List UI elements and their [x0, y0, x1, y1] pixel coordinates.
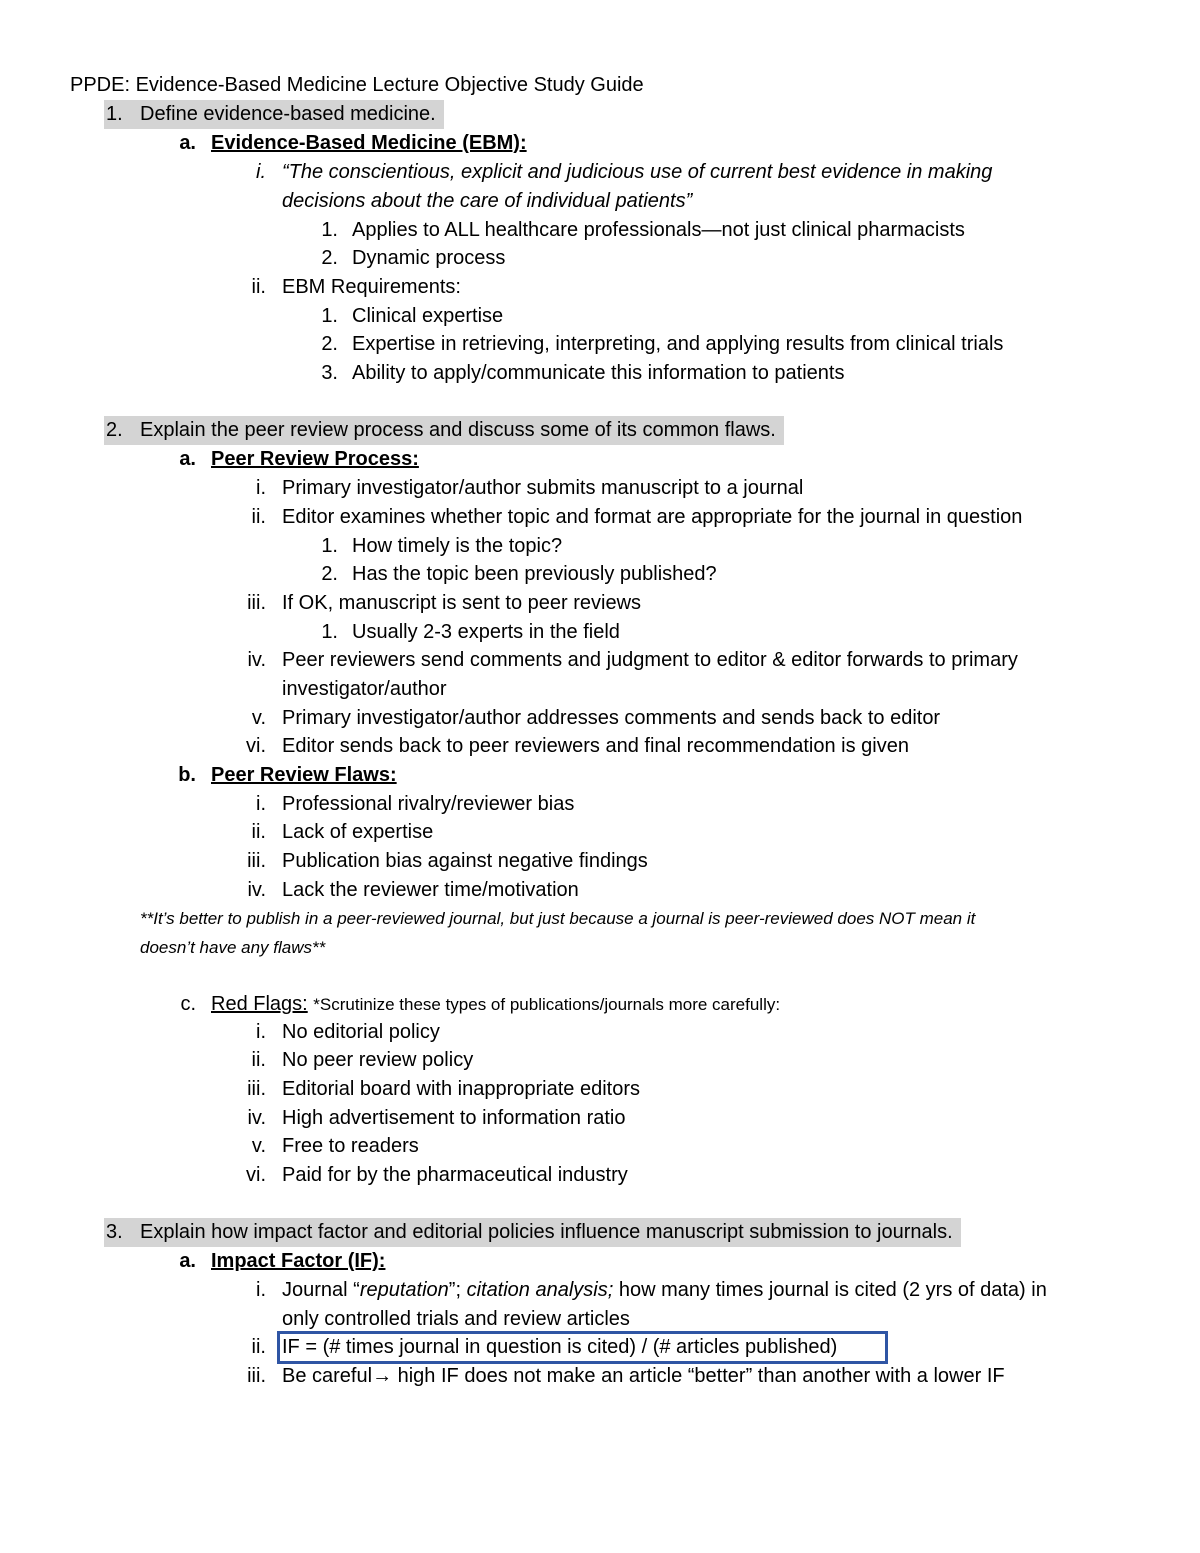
s2-c-item-6-marker: vi. — [246, 1164, 266, 1186]
s3-iii-post: high IF does not make an article “better” than another with a lower IF — [392, 1365, 1005, 1387]
s2-c-item-1-text: No editorial policy — [282, 1021, 440, 1043]
s2-a-item-6-marker: 1. — [321, 621, 338, 643]
s1-ii-text: EBM Requirements: — [282, 276, 461, 298]
s3-i-citation-analysis: citation analysis; — [466, 1279, 614, 1301]
page-title: PPDE: Evidence-Based Medicine Lecture Objective Study Guide — [70, 74, 644, 96]
peer-review-note-line-1: **It’s better to publish in a peer-reviewed journal, but just because a journal is peer-reviewed does NOT mean it — [140, 909, 976, 928]
s2-b-item-1-text: Professional rivalry/reviewer bias — [282, 793, 575, 815]
s1-i-sub-2-marker: 2. — [321, 247, 338, 269]
s1-a-marker: a. — [179, 132, 196, 154]
impact-factor-formula: IF = (# times journal in question is cited) / (# articles published) — [282, 1336, 838, 1358]
red-flags-note: *Scrutinize these types of publications/journals more carefully: — [313, 995, 781, 1014]
s2-a-item-8-marker: v. — [251, 707, 266, 729]
s2-a-item-5-text: If OK, manuscript is sent to peer reviews — [282, 592, 642, 614]
s2-a-item-9-text: Editor sends back to peer reviewers and final recommendation is given — [282, 735, 909, 757]
ebm-definition-line-2: decisions about the care of individual patients” — [282, 190, 693, 212]
s2-b-label: Peer Review Flaws: — [211, 764, 397, 786]
s3-iii-marker: iii. — [247, 1365, 266, 1387]
section-1-heading: Define evidence-based medicine. — [140, 100, 444, 129]
s2-a-item-1-marker: i. — [256, 477, 266, 499]
s3-i-line-1 — [282, 1276, 1047, 1305]
s2-a-item-3-text: How timely is the topic? — [352, 535, 563, 557]
s1-a-label: Evidence-Based Medicine (EBM): — [211, 132, 527, 154]
s2-a-label: Peer Review Process: — [211, 448, 419, 470]
s2-a-item-2-marker: ii. — [251, 506, 266, 528]
s1-i-sub-1-marker: 1. — [321, 219, 338, 241]
s3-i-marker: i. — [256, 1279, 266, 1301]
s2-c-item-5-marker: v. — [251, 1135, 266, 1157]
s2-c-item-6-text: Paid for by the pharmaceutical industry — [282, 1164, 628, 1186]
section-2-heading: Explain the peer review process and discuss some of its common flaws. — [140, 416, 784, 445]
section-1-number: 1. — [104, 100, 142, 129]
s2-c-item-1-marker: i. — [256, 1021, 266, 1043]
s2-c-item-3-marker: iii. — [247, 1078, 266, 1100]
s2-c-line — [211, 990, 780, 1019]
s2-b-item-2-text: Lack of expertise — [282, 821, 434, 843]
red-flags-label: Red Flags: — [211, 993, 308, 1015]
s2-b-item-4-text: Lack the reviewer time/motivation — [282, 879, 579, 901]
s1-ii-sub-3-text: Ability to apply/communicate this information to patients — [352, 362, 845, 384]
s2-b-item-2-marker: ii. — [251, 821, 266, 843]
s1-ii-marker: ii. — [251, 276, 266, 298]
s2-b-marker: b. — [178, 764, 196, 786]
peer-review-note-line-2: doesn’t have any flaws** — [140, 938, 326, 957]
s3-i-mid: ”; — [448, 1279, 467, 1301]
section-3-number: 3. — [104, 1218, 142, 1247]
s2-c-item-2-marker: ii. — [251, 1049, 266, 1071]
s2-a-marker: a. — [179, 448, 196, 470]
s1-ii-sub-2-text: Expertise in retrieving, interpreting, and applying results from clinical trials — [352, 333, 1004, 355]
s2-c-item-4-text: High advertisement to information ratio — [282, 1107, 626, 1129]
section-3-heading: Explain how impact factor and editorial policies influence manuscript submission to journals. — [140, 1218, 961, 1247]
s3-a-marker: a. — [179, 1250, 196, 1272]
s2-a-item-3-marker: 1. — [321, 535, 338, 557]
s2-a-item-7-text: Peer reviewers send comments and judgment to editor & editor forwards to primary — [282, 649, 1018, 671]
right-arrow-icon: → — [372, 1365, 393, 1387]
s3-ii-marker: ii. — [251, 1336, 266, 1358]
s1-i-sub-2-text: Dynamic process — [352, 247, 506, 269]
s1-ii-sub-1-marker: 1. — [321, 305, 338, 327]
s2-a-item-9-marker: vi. — [246, 735, 266, 757]
s1-ii-sub-2-marker: 2. — [321, 333, 338, 355]
s3-i-pre: Journal “ — [282, 1279, 360, 1301]
s2-a-item-7-marker: iv. — [247, 649, 266, 671]
s3-a-label: Impact Factor (IF): — [211, 1250, 386, 1272]
s2-b-item-4-marker: iv. — [247, 879, 266, 901]
section-2-number: 2. — [104, 416, 142, 445]
s2-c-item-3-text: Editorial board with inappropriate editors — [282, 1078, 640, 1100]
s2-c-item-4-marker: iv. — [247, 1107, 266, 1129]
s2-c-marker: c. — [180, 993, 196, 1015]
s2-a-item-2-text: Editor examines whether topic and format are appropriate for the journal in question — [282, 506, 1023, 528]
s1-ii-sub-1-text: Clinical expertise — [352, 305, 504, 327]
s1-i-marker: i. — [256, 161, 266, 183]
s3-i-reputation: reputation — [359, 1279, 449, 1301]
s2-b-item-3-text: Publication bias against negative findings — [282, 850, 648, 872]
s2-a-item-4-marker: 2. — [321, 563, 338, 585]
s1-i-sub-1-text: Applies to ALL healthcare professionals—not just clinical pharmacists — [352, 219, 965, 241]
s2-b-item-3-marker: iii. — [247, 850, 266, 872]
s3-iii-text — [282, 1362, 1005, 1391]
s2-a-item-4-text: Has the topic been previously published? — [352, 563, 717, 585]
s3-i-post: how many times journal is cited (2 yrs of data) in — [613, 1279, 1047, 1301]
s1-ii-sub-3-marker: 3. — [321, 362, 338, 384]
ebm-definition-line-1: “The conscientious, explicit and judicious use of current best evidence in making — [282, 161, 993, 183]
s2-c-item-5-text: Free to readers — [282, 1135, 419, 1157]
s2-a-item-1-text: Primary investigator/author submits manuscript to a journal — [282, 477, 804, 499]
s2-a-item-5-marker: iii. — [247, 592, 266, 614]
s2-c-item-2-text: No peer review policy — [282, 1049, 474, 1071]
s2-a-item-8-text: Primary investigator/author addresses comments and sends back to editor — [282, 707, 941, 729]
s2-a-item-7-continued: investigator/author — [282, 678, 447, 700]
s3-i-line-2: only controlled trials and review articles — [282, 1308, 630, 1330]
s2-b-item-1-marker: i. — [256, 793, 266, 815]
s2-a-item-6-text: Usually 2-3 experts in the field — [352, 621, 620, 643]
s3-iii-pre: Be careful — [282, 1365, 373, 1387]
